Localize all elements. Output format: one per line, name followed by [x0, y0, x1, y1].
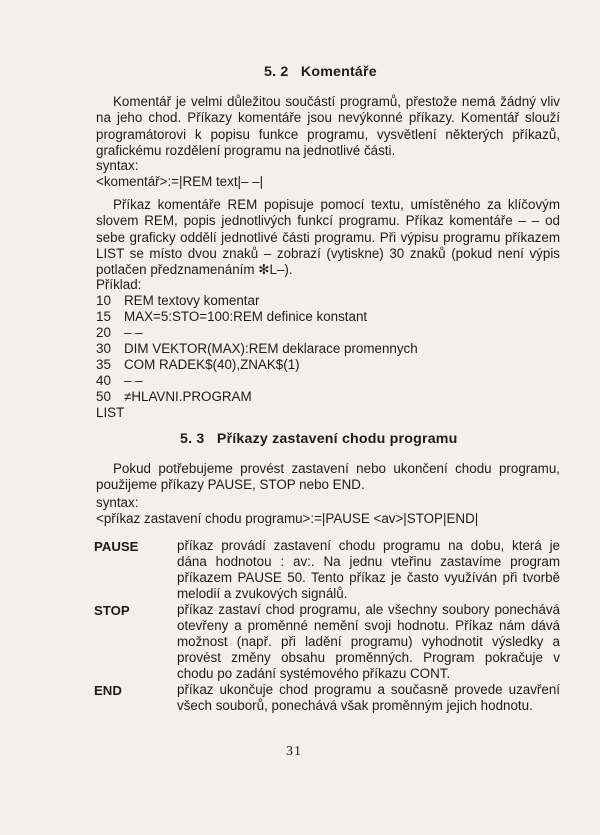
code-line: [96, 373, 143, 389]
syntax-rule: <komentář>:=|REM text|– –|: [96, 174, 264, 189]
code-line: [96, 341, 418, 357]
code-line: [96, 325, 143, 341]
term-stop: STOP: [94, 603, 130, 618]
syntax-label: syntax:: [96, 158, 139, 173]
code-line-number: 20: [96, 325, 111, 340]
code-line-text: – –: [124, 325, 143, 340]
code-list-command: LIST: [96, 405, 125, 420]
section-5-2-title: Komentáře: [300, 64, 377, 80]
code-line-text: DIM VEKTOR(MAX):REM deklarace promennych: [124, 341, 418, 356]
code-line: [96, 389, 252, 405]
section-5-3-number: 5. 3: [180, 431, 205, 447]
code-line-text: ≠HLAVNI.PROGRAM: [124, 389, 252, 404]
code-line-number: 15: [96, 309, 111, 324]
section-5-2-number: 5. 2: [264, 64, 289, 80]
definition-end: příkaz ukončuje chod programu a současně provede uzavření všech souborů, ponechává však proměnným jejich hodnotu.: [177, 682, 560, 714]
syntax-label: syntax:: [96, 495, 139, 510]
page-number: 31: [286, 744, 302, 759]
section-5-3-heading: [180, 431, 457, 447]
section-5-3-title: Příkazy zastavení chodu programu: [216, 431, 458, 447]
code-line-text: – –: [124, 373, 143, 388]
code-line-text: MAX=5:STO=100:REM definice konstant: [124, 309, 368, 324]
code-line-text: REM textovy komentar: [124, 293, 260, 308]
term-pause: PAUSE: [94, 539, 139, 554]
code-line-number: 50: [96, 389, 111, 404]
term-end: END: [94, 683, 122, 698]
section-5-2-body: Příkaz komentáře REM popisuje pomocí textu, umístěného za klíčovým slovem REM, popis jednotlivých funkcí programu. Příkaz komentáře – – od sebe graficky oddělí jednotlivé části programu. Při výpisu programu příkazem LIST se místo dvou znaků – zobrazí (vytiskne) 30 znaků (pokud není výpis potlačen předznamenáním ✻L–).: [96, 197, 560, 278]
definition-stop: příkaz zastaví chod programu, ale všechny soubory ponechává otevřeny a proměnné nemění svoji hodnotu. Příkaz nám dává možnost (např. při ladění programu) vyhodnotit výsledky a provést změny obsahu proměnných. Program pokračuje v chodu po zadání systémového příkazu CONT.: [177, 602, 560, 682]
code-line-number: 40: [96, 373, 111, 388]
section-5-2-heading: [264, 64, 377, 80]
syntax-rule: <příkaz zastavení chodu programu>:=|PAUSE <av>|STOP|END|: [96, 511, 479, 526]
code-line: [96, 357, 300, 373]
code-line-number: 30: [96, 341, 111, 356]
example-label: Příklad:: [96, 277, 142, 292]
code-line-number: 10: [96, 293, 111, 308]
section-5-3-intro: Pokud potřebujeme provést zastavení nebo ukončení chodu programu, použijeme příkazy PAUSE, STOP nebo END.: [96, 461, 560, 493]
code-line-text: COM RADEK$(40),ZNAK$(1): [124, 357, 300, 372]
code-line: [96, 309, 367, 325]
definition-pause: příkaz provádí zastavení chodu programu na dobu, která je dána hodnotou : av:. Na jednu vteřinu zastavíme program příkazem PAUSE 50. Tento příkaz je často využíván při tvorbě melodií a zvukových signálů.: [177, 538, 560, 602]
code-line: [96, 293, 259, 309]
section-5-2-intro: Komentář je velmi důležitou součástí programů, přestože nemá žádný vliv na jeho chod. Příkazy komentáře jsou nevýkonné příkazy. Komentář slouží programátorovi k popisu funkce programu, vysvětlení některých příkazů, grafickému rozdělení programu na jednotlivé části.: [96, 94, 560, 158]
code-line-number: 35: [96, 357, 111, 372]
